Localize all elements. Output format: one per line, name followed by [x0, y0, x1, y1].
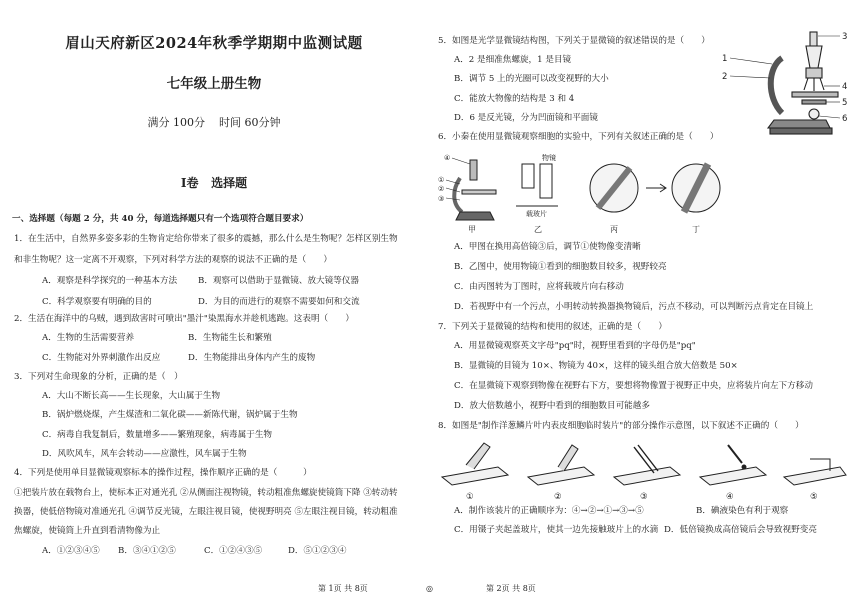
microscope-label-2: 2 — [722, 72, 728, 82]
q6-caption-ding: 丁 — [692, 225, 700, 234]
question-5-option-d: D．6 是反光镜，分为凹面镜和平面镜 — [454, 113, 598, 123]
microscope-label-6: 6 — [842, 114, 848, 124]
question-3-option-c: C．病毒自我复制后，数量增多——繁殖现象，病毒属于生物 — [42, 430, 273, 440]
question-2-option-a: A．生物的生活需要营养 — [42, 333, 135, 343]
q8-step-4: ④ — [726, 492, 734, 501]
q6-label-4: ④ — [444, 154, 451, 162]
question-3-option-b: B．锅炉燃烧煤，产生煤渣和二氧化碳——新陈代谢，锅炉属于生物 — [42, 410, 298, 420]
question-7-option-a: A．用显微镜观察英文字母"pq"时，视野里看到的字母仍是"pq" — [454, 341, 696, 351]
question-4-option-b: B．③④①②⑤ — [118, 546, 176, 556]
question-5-option-b: B．调节 5 上的光圈可以改变视野的大小 — [454, 74, 609, 84]
q6-caption-yi: 乙 — [534, 225, 542, 234]
question-8-option-a: A．制作该装片的正确顺序为：④→②→①→③→⑤ — [454, 506, 644, 516]
q8-step-5: ⑤ — [810, 492, 818, 501]
q6-figure — [438, 150, 738, 234]
q6-label-slide: 载玻片 — [526, 210, 547, 218]
microscope-label-4: 4 — [842, 82, 848, 92]
question-7-option-d: D．放大倍数越小，视野中看到的细胞数目可能越多 — [454, 401, 650, 411]
question-8-line1: 8．如图是"制作洋葱鳞片叶内表皮细胞临时装片"的部分操作示意图，以下叙述不正确的（ ） — [438, 421, 804, 431]
question-3-line1: 3．下列对生命现象的分析，正确的是（ ） — [14, 372, 183, 382]
section-title: Ⅰ卷 选择题 — [180, 176, 248, 190]
question-7-option-b: B．显微镜的目镜为 10×、物镜为 40×，这样的镜头组合放大倍数是 50× — [454, 361, 738, 371]
question-5-line1: 5．如图是光学显微镜结构图，下列关于显微镜的叙述错误的是（ ） — [438, 36, 710, 46]
question-5-option-a: A．2 是细准焦螺旋，1 是目镜 — [454, 55, 572, 65]
microscope-label-5: 5 — [842, 98, 848, 108]
section-instruction: 一、选择题（每题 2 分，共 40 分，每道选择题只有一个选项符合题目要求） — [12, 214, 309, 224]
question-3-option-d: D．风吹风车，风车会转动——应激性，风车属于生物 — [42, 449, 247, 459]
question-4-line2: ①把装片放在载物台上，使标本正对通光孔 ②从侧面注视物镜，转动粗准焦螺旋使镜筒下降 ③转动转 — [14, 488, 398, 498]
question-7-line1: 7．下列关于显微镜的结构和使用的叙述，正确的是（ ） — [438, 322, 667, 332]
question-1-option-a: A．观察是科学探究的一种基本方法 — [42, 276, 178, 286]
question-1-option-c: C．科学观察要有明确的目的 — [42, 297, 152, 307]
question-1-line1: 1．在生活中，自然界多姿多彩的生物肯定给你带来了很多的震撼，那么什么是生物呢？怎样区别生物 — [14, 234, 398, 244]
question-1-option-b: B．观察可以借助于显微镜、放大镜等仪器 — [198, 276, 360, 286]
question-2-option-b: B．生物能生长和繁殖 — [188, 333, 272, 343]
question-5-option-c: C．能放大物像的结构是 3 和 4 — [454, 94, 575, 104]
question-8-option-d: D．低倍镜换成高倍镜后会导致视野变亮 — [664, 525, 817, 535]
question-2-line1: 2．生活在海洋中的乌贼，遇到敌害时可喷出"墨汁"染黑海水并趁机逃跑。这表明（ ） — [14, 314, 354, 324]
question-8-option-b: B．碘液染色有利于观察 — [696, 506, 789, 516]
question-6-option-c: C．由丙图转为丁图时，应将载玻片向右移动 — [454, 282, 624, 292]
microscope-label-3: 3 — [842, 32, 848, 42]
question-4-line3: 换器，使低倍物镜对准通光孔 ④调节反光镜，左眼注视目镜，使视野明亮 ⑤左眼注视目镜，转动粗准 — [14, 507, 398, 517]
q6-label-3: ③ — [438, 195, 445, 203]
footer-center-mark: ◎ — [426, 584, 433, 593]
question-1-option-d: D．为目的而进行的观察不需要如何和交流 — [198, 297, 360, 307]
q8-step-2: ② — [554, 492, 562, 501]
q8-figure — [438, 437, 848, 501]
question-8-option-c: C．用镊子夹起盖玻片，使其一边先接触玻片上的水滴 — [454, 525, 659, 535]
exam-subtitle: 七年级上册生物 — [166, 76, 262, 92]
question-1-line2: 和非生物呢？这一定离不开观察，下列对科学方法的观察的说法不正确的是（ ） — [14, 255, 332, 265]
exam-meta: 满分 100分 时间 60分钟 — [147, 116, 281, 129]
question-6-option-a: A．甲图在换用高倍镜③后，调节①使物像变清晰 — [454, 242, 641, 252]
q6-label-2: ② — [438, 185, 445, 193]
footer-page-right: 第 2页 共 8页 — [486, 584, 536, 593]
question-4-option-a: A．①②③④⑤ — [42, 546, 100, 556]
exam-title: 眉山天府新区2024年秋季学期期中监测试题 — [65, 35, 363, 52]
q6-label-objective: 物镜 — [542, 154, 556, 162]
question-6-option-d: D．若视野中有一个污点，小明转动转换器换物镜后，污点不移动，可以判断污点肯定在目镜上 — [454, 302, 814, 312]
q8-step-3: ③ — [640, 492, 648, 501]
microscope-label-1: 1 — [722, 54, 728, 64]
question-4-line4: 焦螺旋，使镜筒上升直到看清物像为止 — [14, 526, 161, 536]
q6-caption-jia: 甲 — [468, 225, 476, 234]
question-4-option-d: D．⑤①②③④ — [288, 546, 347, 556]
q6-caption-bing: 丙 — [610, 225, 618, 234]
microscope-diagram — [722, 28, 854, 138]
question-7-option-c: C．在显微镜下观察到物像在视野右下方，要想将物像置于视野正中央，应将装片向左下方移动 — [454, 381, 813, 391]
question-6-line1: 6．小秦在使用显微镜观察细胞的实验中，下列有关叙述正确的是（ ） — [438, 132, 719, 142]
question-4-line1: 4．下列是使用单目显微镜观察标本的操作过程，操作顺序正确的是（ ） — [14, 468, 312, 478]
footer-page-left: 第 1页 共 8页 — [318, 584, 368, 593]
q8-step-1: ① — [466, 492, 474, 501]
q6-label-1: ① — [438, 176, 445, 184]
question-2-option-c: C．生物能对外界刺激作出反应 — [42, 353, 161, 363]
question-4-option-c: C．①②④③⑤ — [204, 546, 263, 556]
question-6-option-b: B．乙图中，使用物镜①看到的细胞数目较多，视野较亮 — [454, 262, 667, 272]
question-2-option-d: D．生物能排出身体内产生的废物 — [188, 353, 316, 363]
question-3-option-a: A．大山不断长高——生长现象，大山属于生物 — [42, 391, 221, 401]
